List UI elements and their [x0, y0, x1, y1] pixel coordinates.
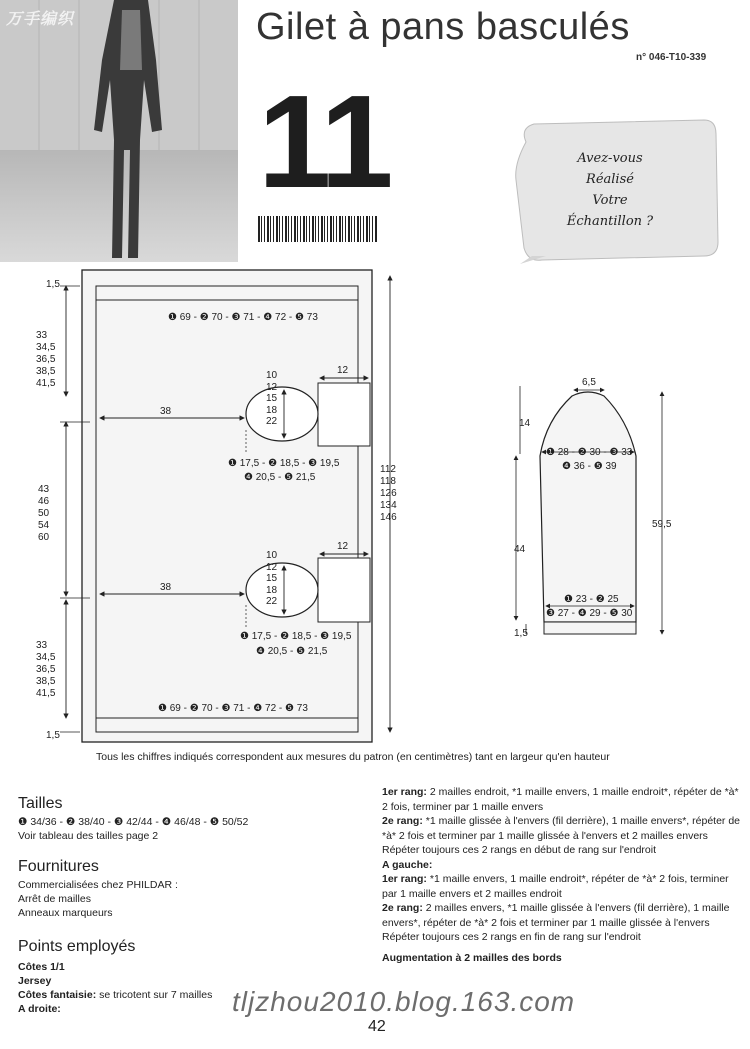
size-value: 54 [38, 520, 50, 531]
bubble-line: Avez-vous [577, 151, 643, 166]
size-value: 60 [38, 532, 50, 543]
total-height-sizes [380, 464, 397, 524]
section-heading-fournitures: Fournitures [18, 858, 99, 875]
height-value: 18 [266, 404, 278, 416]
site-watermark: 万手编织 [6, 11, 75, 28]
section-heading-points: Points employés [18, 938, 136, 955]
bubble-line: Échantillon ? [566, 214, 654, 229]
left-lower-sizes [36, 640, 55, 700]
height-value: 10 [266, 550, 278, 561]
instruction-gauche-row2 [382, 901, 742, 930]
row-text: 2 mailles envers, *1 maille glissée à l'envers (fil derrière), 1 maille envers*, répéter de *à* 2 fois et terminer par 1 maille glissée à l'envers [382, 902, 730, 929]
size-value: 38,5 [36, 676, 56, 687]
bubble-line: Réalisé [586, 172, 634, 187]
size-value: 50 [38, 508, 50, 519]
stitches-list [18, 960, 212, 1016]
height-value: 22 [266, 596, 278, 607]
lower-armhole-width: 12 [337, 541, 349, 552]
stitch-fantaisie-label: Côtes fantaisie: [18, 989, 97, 1001]
sleeve-upper-stitches-2: ❹ 36 - ❺ 39 [562, 461, 617, 472]
bottom-margin-label: 1,5 [46, 730, 60, 741]
row-label: 2e rang: [382, 815, 423, 827]
size-value: 38,5 [36, 366, 56, 377]
left-upper-sizes [36, 330, 55, 390]
upper-armhole-stitches-1: ❶ 17,5 - ❷ 18,5 - ❸ 19,5 [228, 458, 340, 469]
instructions-column [382, 785, 742, 965]
upper-armhole-distance: 38 [160, 406, 172, 417]
bottom-stitch-count: ❶ 69 - ❷ 70 - ❸ 71 - ❹ 72 - ❺ 73 [158, 703, 308, 714]
size-value: 46 [38, 496, 50, 507]
size-value: 36,5 [36, 664, 56, 675]
sleeve-lower-stitches-2: ❸ 27 - ❹ 29 - ❺ 30 [546, 608, 633, 619]
row-label: 1er rang: [382, 873, 427, 885]
row-label: 2e rang: [382, 902, 423, 914]
size-value: 34,5 [36, 342, 56, 353]
pattern-number: 11 [258, 68, 390, 215]
row-text: *1 maille glissée à l'envers (fil derrière), 1 maille envers*, répéter de *à* 2 fois et terminer par 1 maille glissée à l'envers et 2 mailles envers [382, 815, 741, 842]
size-list: ❶ 34/36 - ❷ 38/40 - ❸ 42/44 - ❹ 46/48 - ❺ 50/52 [18, 816, 249, 828]
instruction-gauche-row1 [382, 872, 742, 901]
size-value: 43 [38, 484, 50, 495]
height-value: 118 [380, 476, 396, 487]
page-number: 42 [368, 1018, 386, 1035]
stitch-fantaisie [18, 988, 212, 1002]
sleeve-lower-stitches-1: ❶ 23 - ❷ 25 [564, 594, 619, 605]
supply-item: Commercialisées chez PHILDAR : [18, 879, 178, 891]
swatch-reminder-text [540, 148, 680, 232]
pattern-reference: n° 046-T10-339 [636, 52, 707, 63]
instruction-repeat: Répéter toujours ces 2 rangs en fin de rang sur l'endroit [382, 931, 641, 943]
size-value: 41,5 [36, 688, 56, 699]
row-label: 1er rang: [382, 786, 427, 798]
top-margin-label: 1,5 [46, 279, 60, 290]
model-photo [0, 0, 238, 262]
height-value: 22 [266, 416, 278, 427]
sleeve-left-length: 44 [514, 544, 526, 555]
height-value: 134 [380, 500, 397, 511]
height-value: 10 [266, 370, 278, 381]
height-value: 146 [380, 512, 397, 523]
lower-armhole-heights [266, 550, 277, 608]
height-value: 15 [266, 573, 278, 584]
supply-item: Anneaux marqueurs [18, 907, 113, 919]
lower-armhole-distance: 38 [160, 582, 172, 593]
diagram-caption: Tous les chiffres indiqués correspondent aux mesures du patron (en centimètres) tant en largeur qu'en hauteur [96, 751, 610, 763]
upper-armhole-heights [266, 370, 277, 428]
top-stitch-count: ❶ 69 - ❷ 70 - ❸ 71 - ❹ 72 - ❺ 73 [168, 312, 318, 323]
left-middle-sizes [38, 484, 49, 544]
supply-item: Arrêt de mailles [18, 893, 91, 905]
stitch-droite-label: A droite: [18, 1003, 61, 1015]
stitch-jersey: Jersey [18, 975, 52, 987]
size-value: 41,5 [36, 378, 56, 389]
upper-armhole-width: 12 [337, 365, 349, 376]
section-heading-tailles: Tailles [18, 795, 63, 812]
instruction-row1 [382, 785, 742, 814]
sleeve-top-width: 6,5 [582, 377, 596, 388]
height-value: 112 [380, 464, 396, 475]
size-value: 33 [36, 330, 48, 341]
sleeve-right-length: 59,5 [652, 519, 672, 530]
size-value: 36,5 [36, 354, 56, 365]
gauche-label: A gauche: [382, 858, 433, 871]
lower-armhole-stitches-1: ❶ 17,5 - ❷ 18,5 - ❸ 19,5 [240, 631, 352, 642]
upper-armhole-stitches-2: ❹ 20,5 - ❺ 21,5 [244, 472, 316, 483]
row-text: 2 mailles endroit, *1 maille envers, 1 maille endroit*, répéter de *à* 2 fois, terminer par 1 maille envers [382, 786, 739, 813]
height-value: 12 [266, 381, 278, 393]
sleeve-cuff-height: 1,5 [514, 628, 528, 639]
sleeve-upper-stitches-1: ❶ 28 - ❷ 30 - ❸ 33 [546, 447, 633, 458]
supplies-list [18, 878, 178, 920]
size-value: 34,5 [36, 652, 56, 663]
augmentation-heading: Augmentation à 2 mailles des bords [382, 951, 562, 964]
height-value: 12 [266, 561, 278, 573]
sleeve-cap-height: 14 [519, 418, 531, 429]
stitch-cotes: Côtes 1/1 [18, 961, 65, 973]
row-text: *1 maille envers, 1 maille endroit*, répéter de *à* 2 fois, terminer par 1 maille envers et 2 mailles endroit [382, 873, 729, 900]
blog-watermark: tljzhou2010.blog.163.com [232, 986, 576, 1017]
lower-armhole-stitches-2: ❹ 20,5 - ❺ 21,5 [256, 646, 328, 657]
instruction-repeat: Répéter toujours ces 2 rangs en début de rang sur l'endroit [382, 844, 657, 856]
barcode [258, 216, 378, 242]
height-value: 15 [266, 393, 278, 404]
height-value: 18 [266, 584, 278, 596]
bubble-line: Votre [592, 193, 628, 208]
size-value: 33 [36, 640, 48, 651]
pattern-title: Gilet à pans basculés [256, 6, 630, 48]
size-table-note: Voir tableau des tailles page 2 [18, 830, 159, 842]
stitch-fantaisie-text: se tricotent sur 7 mailles [99, 989, 213, 1001]
height-value: 126 [380, 488, 397, 499]
instruction-row2 [382, 814, 742, 843]
